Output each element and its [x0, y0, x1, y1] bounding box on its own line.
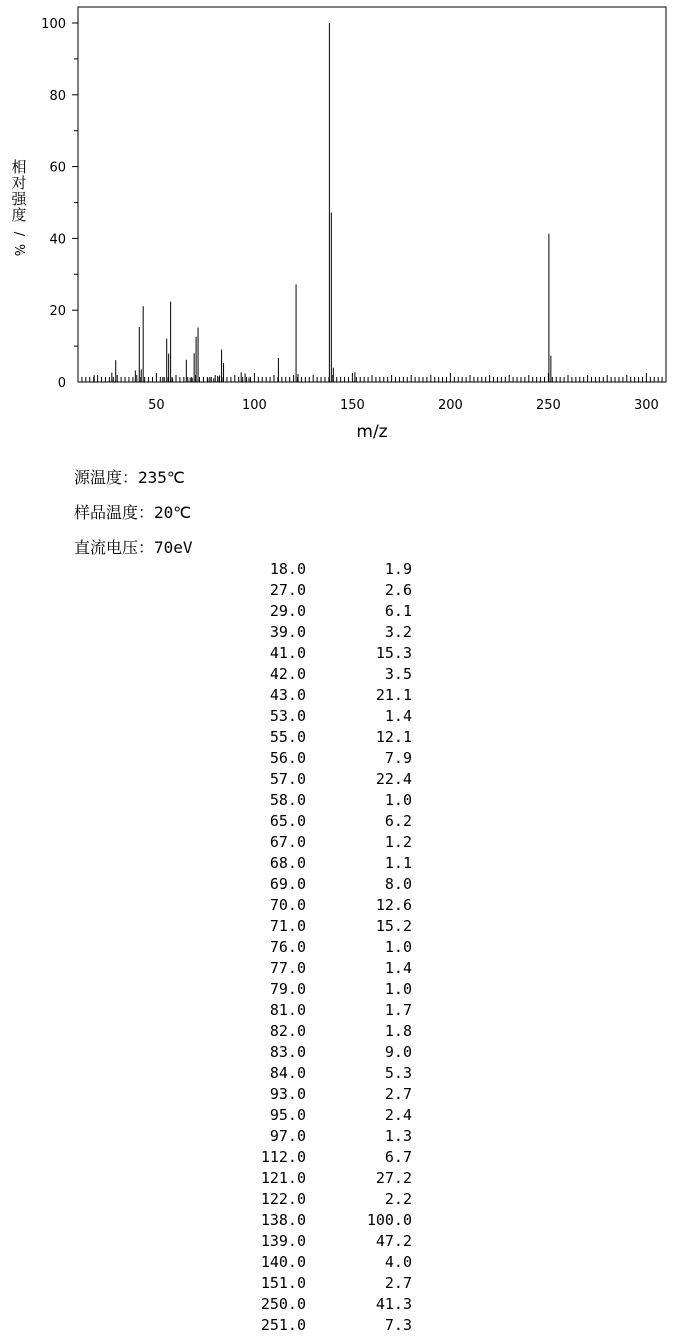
mz-value: 76.0: [269, 938, 306, 956]
table-row: [230, 979, 420, 1000]
table-row: [230, 790, 420, 811]
mz-value: 251.0: [260, 1316, 306, 1334]
table-row: [230, 1189, 420, 1210]
intensity-value: 1.0: [384, 980, 412, 998]
plot-frame: [78, 7, 666, 382]
table-row: [230, 1168, 420, 1189]
table-row: [230, 874, 420, 895]
y-axis-label-char: %: [11, 243, 26, 257]
intensity-value: 3.2: [384, 623, 412, 641]
mz-value: 69.0: [269, 875, 306, 893]
table-row: [230, 1084, 420, 1105]
mz-value: 42.0: [269, 665, 306, 683]
source-temperature-label: 源温度：: [74, 468, 139, 487]
table-row: [230, 601, 420, 622]
mz-value: 81.0: [269, 1001, 306, 1019]
mz-value: 67.0: [269, 833, 306, 851]
intensity-value: 1.0: [384, 938, 412, 956]
table-row: [230, 643, 420, 664]
intensity-value: 1.2: [384, 833, 412, 851]
table-row: [230, 853, 420, 874]
intensity-value: 8.0: [384, 875, 412, 893]
table-row: [230, 664, 420, 685]
intensity-value: 5.3: [384, 1064, 412, 1082]
table-row: [230, 706, 420, 727]
intensity-value: 9.0: [384, 1043, 412, 1061]
intensity-value: 6.7: [384, 1148, 412, 1166]
table-row: [230, 958, 420, 979]
intensity-value: 22.4: [375, 770, 412, 788]
table-row: [230, 1000, 420, 1021]
dc-voltage-label: 直流电压：: [74, 538, 155, 557]
mz-value: 27.0: [269, 581, 306, 599]
intensity-value: 2.6: [384, 581, 412, 599]
intensity-value: 1.9: [384, 560, 412, 578]
intensity-value: 47.2: [375, 1232, 412, 1250]
table-row: [230, 559, 420, 580]
mz-value: 122.0: [260, 1190, 306, 1208]
mz-value: 65.0: [269, 812, 306, 830]
mz-value: 39.0: [269, 623, 306, 641]
intensity-value: 1.8: [384, 1022, 412, 1040]
table-row: [230, 1105, 420, 1126]
intensity-value: 2.7: [384, 1274, 412, 1292]
mz-value: 68.0: [269, 854, 306, 872]
mz-value: 82.0: [269, 1022, 306, 1040]
mz-value: 71.0: [269, 917, 306, 935]
y-axis-ticks: [41, 17, 78, 391]
x-tick-label: 150: [339, 398, 365, 413]
table-row: [230, 916, 420, 937]
peak-table: [230, 559, 420, 1336]
intensity-value: 12.1: [375, 728, 412, 746]
intensity-value: 1.7: [384, 1001, 412, 1019]
mz-value: 56.0: [269, 749, 306, 767]
intensity-value: 4.0: [384, 1253, 412, 1271]
mass-spectrum-chart: [0, 0, 680, 450]
mz-value: 18.0: [269, 560, 306, 578]
intensity-value: 2.2: [384, 1190, 412, 1208]
intensity-value: 12.6: [375, 896, 412, 914]
x-tick-label: 300: [633, 398, 659, 413]
y-axis-label-char: 对: [11, 174, 27, 192]
mz-value: 112.0: [260, 1148, 306, 1166]
mz-value: 93.0: [269, 1085, 306, 1103]
mz-value: 138.0: [260, 1211, 306, 1229]
mz-value: 83.0: [269, 1043, 306, 1061]
table-row: [230, 937, 420, 958]
mz-value: 84.0: [269, 1064, 306, 1082]
intensity-value: 3.5: [384, 665, 412, 683]
y-axis-label-char: /: [11, 231, 26, 237]
mz-value: 151.0: [260, 1274, 306, 1292]
table-row: [230, 1042, 420, 1063]
dc-voltage: [74, 538, 193, 558]
intensity-value: 2.4: [384, 1106, 412, 1124]
x-tick-label: 100: [241, 398, 267, 413]
intensity-value: 1.4: [384, 707, 412, 725]
mz-value: 29.0: [269, 602, 306, 620]
mz-value: 41.0: [269, 644, 306, 662]
intensity-value: 21.1: [375, 686, 412, 704]
table-row: [230, 685, 420, 706]
intensity-value: 1.3: [384, 1127, 412, 1145]
mz-value: 58.0: [269, 791, 306, 809]
mz-value: 250.0: [260, 1295, 306, 1313]
mz-value: 97.0: [269, 1127, 306, 1145]
intensity-value: 41.3: [375, 1295, 412, 1313]
intensity-value: 27.2: [375, 1169, 412, 1187]
intensity-value: 1.4: [384, 959, 412, 977]
intensity-value: 7.9: [384, 749, 412, 767]
y-tick-label: 0: [57, 376, 66, 391]
table-row: [230, 769, 420, 790]
table-row: [230, 832, 420, 853]
mz-value: 43.0: [269, 686, 306, 704]
table-row: [230, 1210, 420, 1231]
table-row: [230, 580, 420, 601]
y-axis-label: [11, 158, 27, 256]
intensity-value: 15.3: [375, 644, 412, 662]
mz-value: 55.0: [269, 728, 306, 746]
table-row: [230, 1063, 420, 1084]
mz-value: 70.0: [269, 896, 306, 914]
x-axis-label: m/z: [356, 422, 388, 442]
y-axis-label-char: 强: [11, 190, 27, 208]
mz-value: 77.0: [269, 959, 306, 977]
table-row: [230, 895, 420, 916]
table-row: [230, 1126, 420, 1147]
table-row: [230, 748, 420, 769]
table-row: [230, 1021, 420, 1042]
intensity-value: 1.1: [384, 854, 412, 872]
y-axis-label-char: 度: [11, 206, 27, 224]
intensity-value: 6.2: [384, 812, 412, 830]
table-row: [230, 1315, 420, 1336]
x-tick-label: 250: [535, 398, 561, 413]
y-tick-label: 60: [49, 160, 66, 176]
table-row: [230, 727, 420, 748]
table-row: [230, 622, 420, 643]
y-tick-label: 20: [49, 304, 66, 320]
sample-temperature: [74, 503, 191, 523]
intensity-value: 1.0: [384, 791, 412, 809]
x-tick-label: 50: [148, 398, 165, 413]
y-tick-label: 40: [49, 232, 66, 248]
y-tick-label: 80: [49, 88, 66, 104]
table-row: [230, 811, 420, 832]
source-temperature: [74, 468, 185, 488]
intensity-value: 6.1: [384, 602, 412, 620]
table-row: [230, 1273, 420, 1294]
source-temperature-value: 235℃: [138, 468, 185, 487]
table-row: [230, 1231, 420, 1252]
mz-value: 79.0: [269, 980, 306, 998]
mz-value: 53.0: [269, 707, 306, 725]
mz-value: 95.0: [269, 1106, 306, 1124]
table-row: [230, 1252, 420, 1273]
intensity-value: 7.3: [384, 1316, 412, 1334]
mz-value: 121.0: [260, 1169, 306, 1187]
x-tick-label: 200: [437, 398, 463, 413]
y-axis-label-char: 相: [11, 158, 27, 176]
mz-value: 139.0: [260, 1232, 306, 1250]
sample-temperature-value: 20℃: [154, 503, 192, 522]
intensity-value: 2.7: [384, 1085, 412, 1103]
intensity-value: 15.2: [375, 917, 412, 935]
mz-value: 140.0: [260, 1253, 306, 1271]
spectrum-bars: [94, 23, 551, 382]
sample-temperature-label: 样品温度：: [74, 503, 155, 522]
mz-value: 57.0: [269, 770, 306, 788]
intensity-value: 100.0: [366, 1211, 412, 1229]
table-row: [230, 1294, 420, 1315]
dc-voltage-value: 70eV: [154, 538, 193, 557]
table-row: [230, 1147, 420, 1168]
y-tick-label: 100: [41, 17, 66, 32]
